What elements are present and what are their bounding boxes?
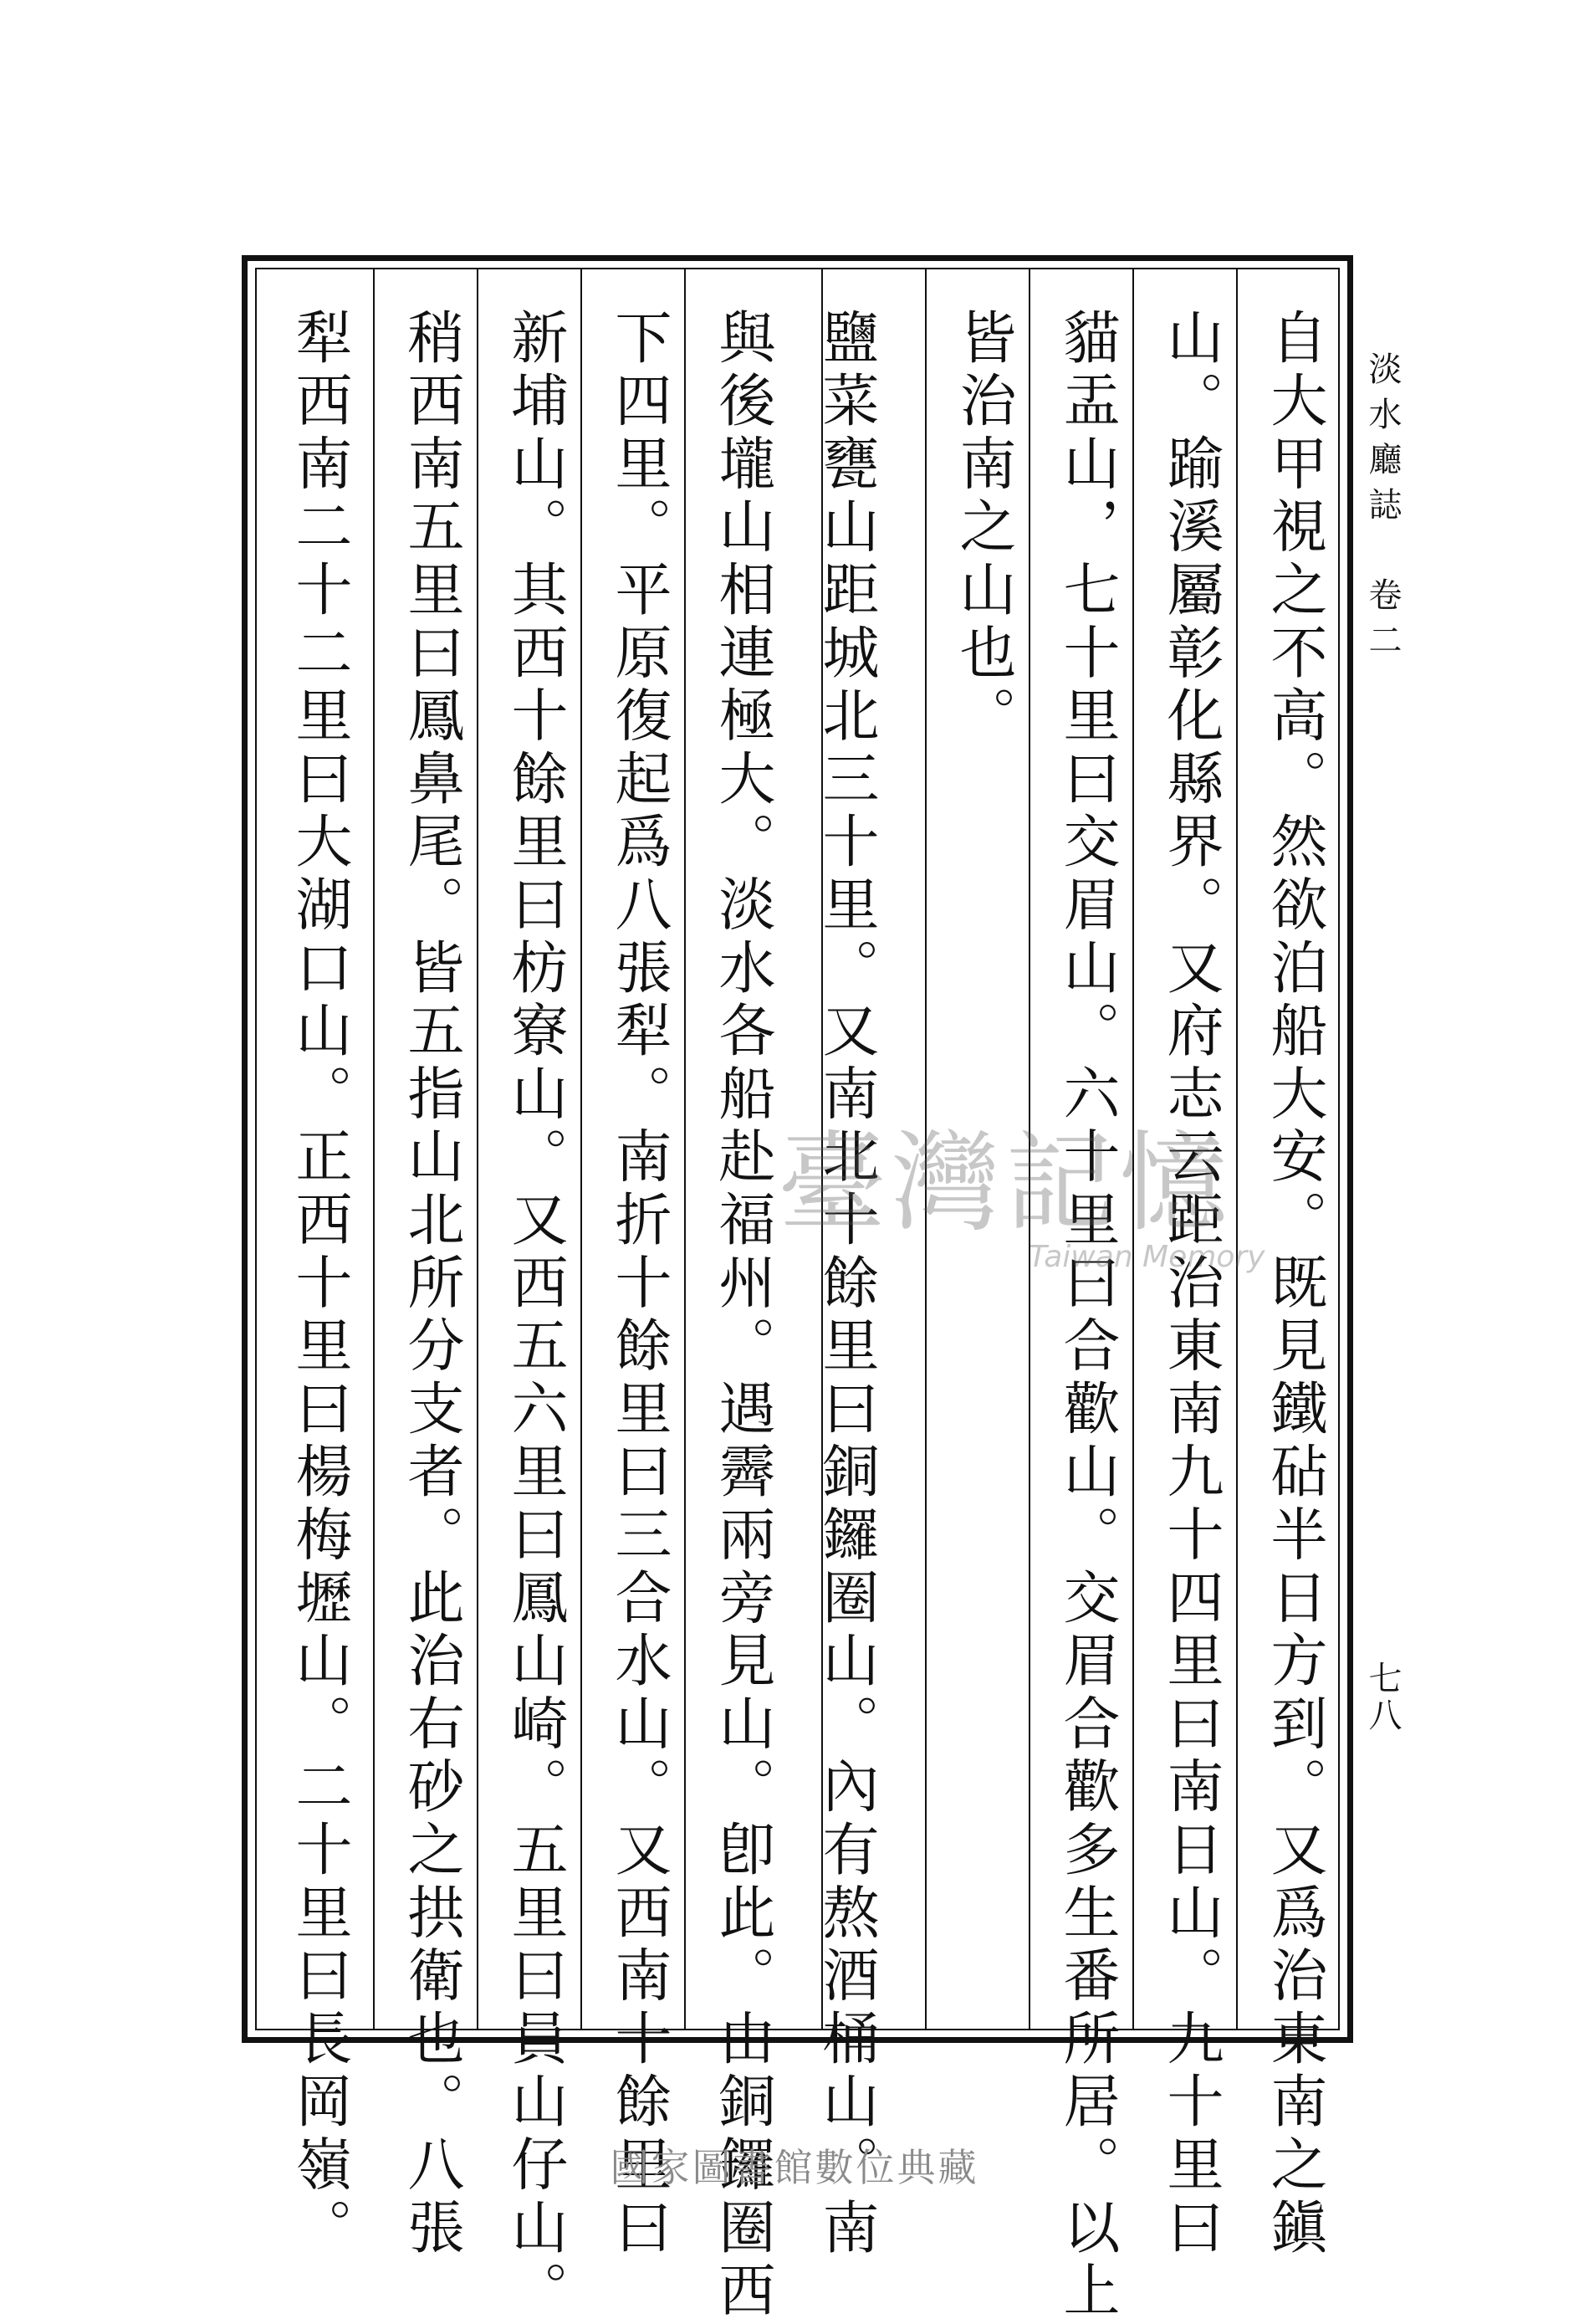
column-rule [373,269,375,2029]
column-rule [477,269,478,2029]
page-number: 七八 [1363,1661,1402,1734]
column-rule [684,269,686,2029]
text-column-2: 山。踰溪屬彰化縣界。又府志云距治東南九十四里曰南日山。九十里曰 [1157,308,1224,2261]
taiwan-memory-watermark [778,1096,1280,1280]
text-column-4: 皆治南之山也。 [950,308,1016,750]
text-column-8: 新埔山。其西十餘里曰枋寮山。又西五六里曰鳳山崎。五里曰員山仔山。 [502,308,568,2324]
text-column-6: 與後壠山相連極大。淡水各船赴福州。遇霽兩旁見山。卽此。由銅鑼圈西 [709,308,775,2324]
text-column-9: 稍西南五里曰鳳鼻尾。皆五指山北所分支者。此治右砂之拱衛也。八張 [398,308,464,2261]
text-column-3: 貓盂山，七十里曰交眉山。六十里曰合歡山。交眉合歡多生番所居。以上 [1054,308,1120,2324]
text-column-7: 下四里。平原復起爲八張犁。南折十餘里曰三合水山。又西南十餘里曰 [605,308,672,2261]
library-credit: 國家圖書館數位典藏 [610,2145,979,2190]
column-rule [580,269,582,2029]
text-column-5: 鹽菜甕山距城北三十里。又南北十餘里曰銅鑼圈山。內有熬酒桶山。南 [813,308,879,2261]
text-column-10: 犁西南二十二里曰大湖口山。正西十里曰楊梅壢山。二十里曰長岡嶺。 [286,308,352,2261]
watermark-chinese: 臺灣記憶 [778,1119,1234,1246]
book-title: 淡水廳誌 卷二 [1363,351,1402,668]
text-column-1: 自大甲視之不高。然欲泊船大安。既見鐵砧半日方到。又爲治東南之鎭 [1261,308,1327,2261]
watermark-english: Taiwan Memory [1029,1240,1265,1274]
